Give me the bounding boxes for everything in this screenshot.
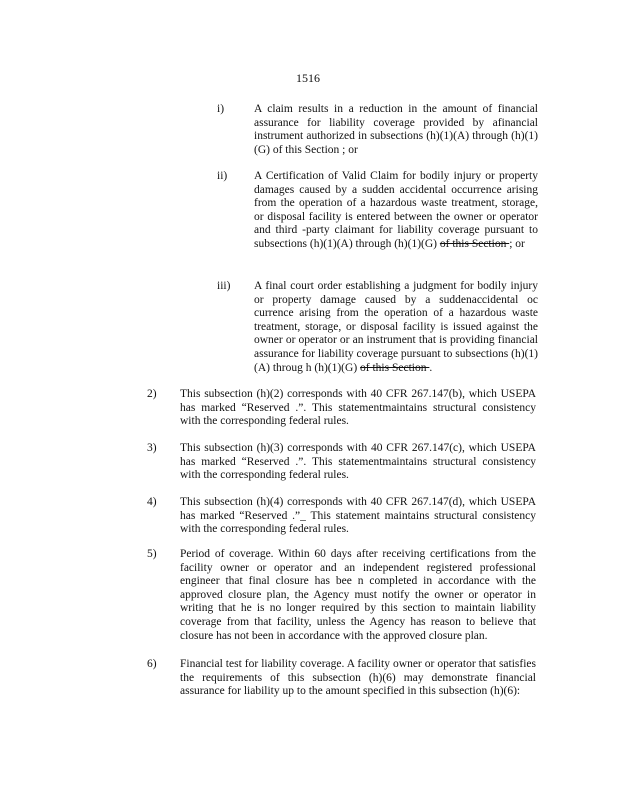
paragraph-number: 2) — [147, 388, 157, 400]
subitem-text: A final court order establishing a judgment for bodily injury or property damage caused by a suddenaccidental oc currence arising from the operation of a hazardous waste treatment, storage, or disposal facility is issued against the owner or operator or an instrument that is providing financial assurance for liability coverage pursuant to subsections (h)(1)(A) throug h (h)(1)(G) of this Section . — [254, 280, 538, 374]
struck-text: of this Section — [439, 237, 510, 250]
paragraph-number: 3) — [147, 442, 157, 454]
paragraph-text: This subsection (h)(2) corresponds with 40 CFR 267.147(b), which USEPA has marked “Reserved .”. This statementmaintains structural consistency with the corresponding federal rules. — [180, 388, 536, 428]
subitem-text: A claim results in a reduction in the amount of financial assurance for liability coverage provided by afinancial instrument authorized in subsections (h)(1)(A) through (h)(1)(G) of this Section ; or — [254, 103, 538, 156]
subitem-number: i) — [217, 103, 225, 115]
subitem-number: iii) — [217, 280, 231, 292]
subitem-number: ii) — [217, 170, 228, 182]
paragraph-number: 4) — [147, 496, 157, 508]
struck-text: of this Section — [360, 361, 430, 374]
subitem-text: A Certification of Valid Claim for bodily injury or property damages caused by a sudden accidental occurrence arising from the operation of a hazardous waste treatment, storage, or disposal facility is entered between the owner or operator and third -party claimant for liability coverage pursuant to subsections (h)(1)(A) through (h)(1)(G) of this Section ; or — [254, 170, 538, 250]
paragraph-text: Financial test for liability coverage. A facility owner or operator that satisfies the requirements of this subsection (h)(6) may demonstrate financial assurance for liability up to the amount specified in this subsection (h)(6): — [180, 658, 536, 698]
paragraph-number: 6) — [147, 658, 157, 670]
paragraph-text: This subsection (h)(4) corresponds with 40 CFR 267.147(d), which USEPA has marked “Reserved .”_ This statement maintains structural consistency with the corresponding federal rules. — [180, 496, 536, 536]
paragraph-number: 5) — [147, 548, 157, 560]
page-number: 1516 — [296, 71, 320, 85]
paragraph-text: This subsection (h)(3) corresponds with 40 CFR 267.147(c), which USEPA has marked “Reserved .”. This statementmaintains structural consistency with the corresponding federal rules. — [180, 442, 536, 482]
paragraph-text: Period of coverage. Within 60 days after receiving certifications from the facility owner or operator and an independent registered professional engineer that final closure has bee n completed in accordance with the approved closure plan, the Agency must notify the owner or operator in writing that he is no longer required by this section to maintain liability coverage from that facility, unless the Agency has reason to believe that closure has not been in accordance with the approved closure plan. — [180, 548, 536, 642]
